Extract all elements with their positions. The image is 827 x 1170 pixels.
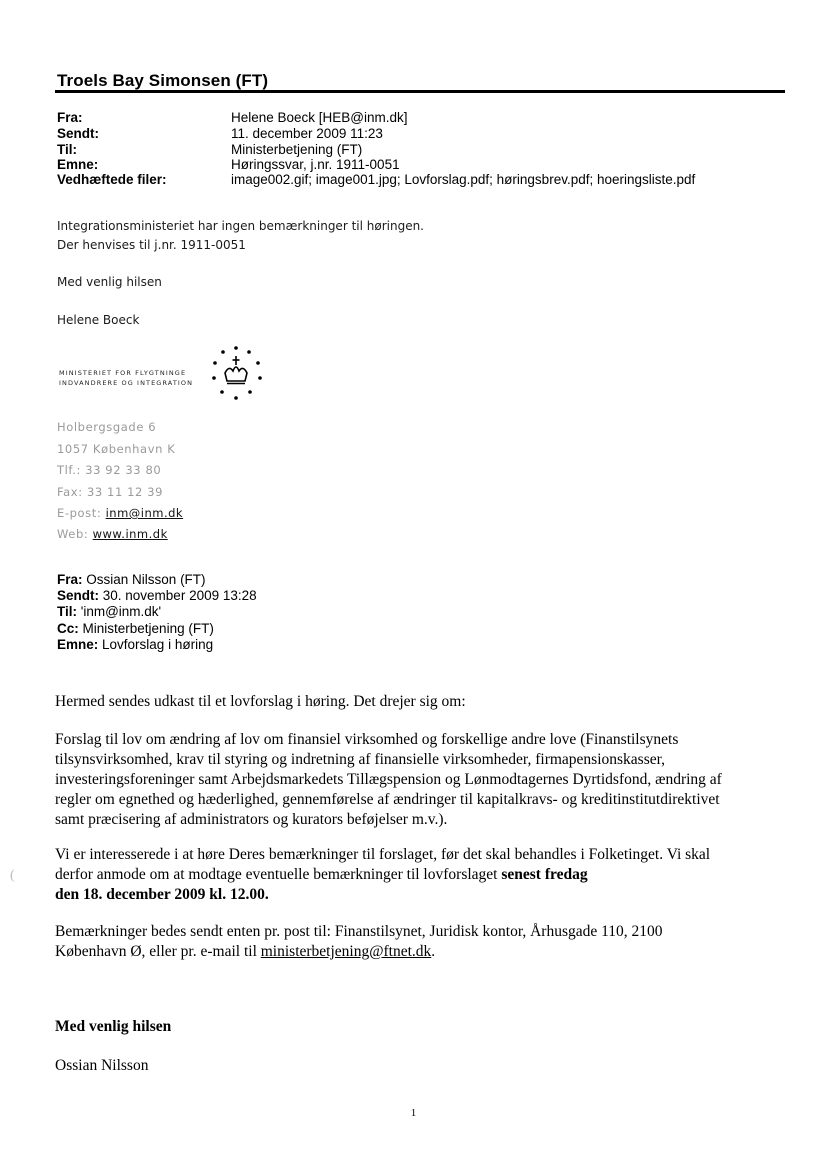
ministry-logo-text: [59, 368, 193, 388]
contact-fax: Fax: 33 11 12 39: [57, 485, 164, 499]
contact-web-link[interactable]: www.inm.dk: [92, 527, 168, 541]
closing-signer: Ossian Nilsson: [55, 1057, 149, 1074]
fwd-from-row: Fra: Ossian Nilsson (FT): [57, 572, 206, 587]
margin-mark: (: [10, 868, 15, 883]
reply-greeting: Med venlig hilsen: [57, 275, 162, 289]
ministerbetjening-email-link[interactable]: ministerbetjening@ftnet.dk: [260, 943, 432, 960]
subject-value: Høringssvar, j.nr. 1911-0051: [231, 157, 400, 172]
logo-line-2: INDVANDRERE OG INTEGRATION: [59, 379, 194, 387]
document-title: Troels Bay Simonsen (FT): [57, 71, 269, 90]
attachments-label: Vedhæftede filer:: [57, 172, 167, 187]
contact-city: 1057 København K: [57, 442, 176, 456]
to-label: Til:: [57, 142, 77, 157]
sent-label: Sendt:: [57, 126, 99, 141]
attachments-value: image002.gif; image001.jpg; Lovforslag.pdf; høringsbrev.pdf; hoeringsliste.pdf: [231, 172, 696, 187]
contact-phone: Tlf.: 33 92 33 80: [57, 463, 162, 477]
reply-line-1: Integrationsministeriet har ingen bemærkninger til høringen.: [57, 219, 424, 233]
fwd-cc-row: Cc: Ministerbetjening (FT): [57, 621, 214, 636]
body-paragraph-2: Forslag til lov om ændring af lov om finansiel virksomhed og forskellige andre love (Finanstilsynets tilsynsvirksomhed, krav til styring og indretning af finansielle virksomheder, firmapensionskasser, investeringsforeninger samt Arbejdsmarkedets Tillægspension og Lønmodtagernes Dyrtidsfond, ændring af regler om egnethed og hæderlighed, gennemførelse af ændringer til kapitalkravs- og kreditinstitutdirektivet samt præcisering af administrators og kurators beføjelser m.v.).: [55, 731, 722, 828]
contact-email-link[interactable]: inm@inm.dk: [105, 506, 184, 520]
contact-web-label: Web:: [57, 527, 89, 541]
logo-line-1: MINISTERIET FOR FLYGTNINGE: [59, 369, 187, 377]
contact-email-row: [57, 506, 183, 520]
to-value: Ministerbetjening (FT): [231, 142, 363, 157]
contact-web-row: [57, 527, 168, 541]
contact-email-label: E-post:: [57, 506, 102, 520]
from-label: Fra:: [57, 110, 83, 125]
body-paragraph-3: Vi er interesserede i at høre Deres bemærkninger til forslaget, før det skal behandles i Folketinget. Vi skal derfor anmode om at modtage eventuelle bemærkninger til lovforslaget senest fredag den 18. december 2009 kl. 12.00.: [55, 845, 795, 905]
crown-stars-icon: [205, 343, 267, 405]
body-intro: Hermed sendes udkast til et lovforslag i høring. Det drejer sig om:: [55, 693, 466, 710]
fwd-sent-row: Sendt: 30. november 2009 13:28: [57, 588, 257, 603]
deadline-day: senest fredag: [501, 866, 588, 883]
title-rule: [55, 90, 785, 93]
fwd-subject-row: Emne: Lovforslag i høring: [57, 637, 214, 652]
fwd-to-row: Til: 'inm@inm.dk': [57, 604, 162, 619]
sent-value: 11. december 2009 11:23: [231, 126, 383, 141]
deadline-date: den 18. december 2009 kl. 12.00.: [55, 886, 269, 903]
closing-greeting: Med venlig hilsen: [55, 1018, 172, 1035]
contact-address: Holbergsgade 6: [57, 420, 157, 434]
reply-line-2: Der henvises til j.nr. 1911-0051: [57, 238, 246, 252]
from-value: Helene Boeck [HEB@inm.dk]: [231, 110, 408, 125]
subject-label: Emne:: [57, 157, 99, 172]
body-paragraph-4: Bemærkninger bedes sendt enten pr. post til: Finanstilsynet, Juridisk kontor, Århusgade 110, 2100 København Ø, eller pr. e-mail til ministerbetjening@ftnet.dk.: [55, 923, 663, 960]
page-number: 1: [410, 1107, 417, 1119]
reply-signer: Helene Boeck: [57, 313, 140, 327]
